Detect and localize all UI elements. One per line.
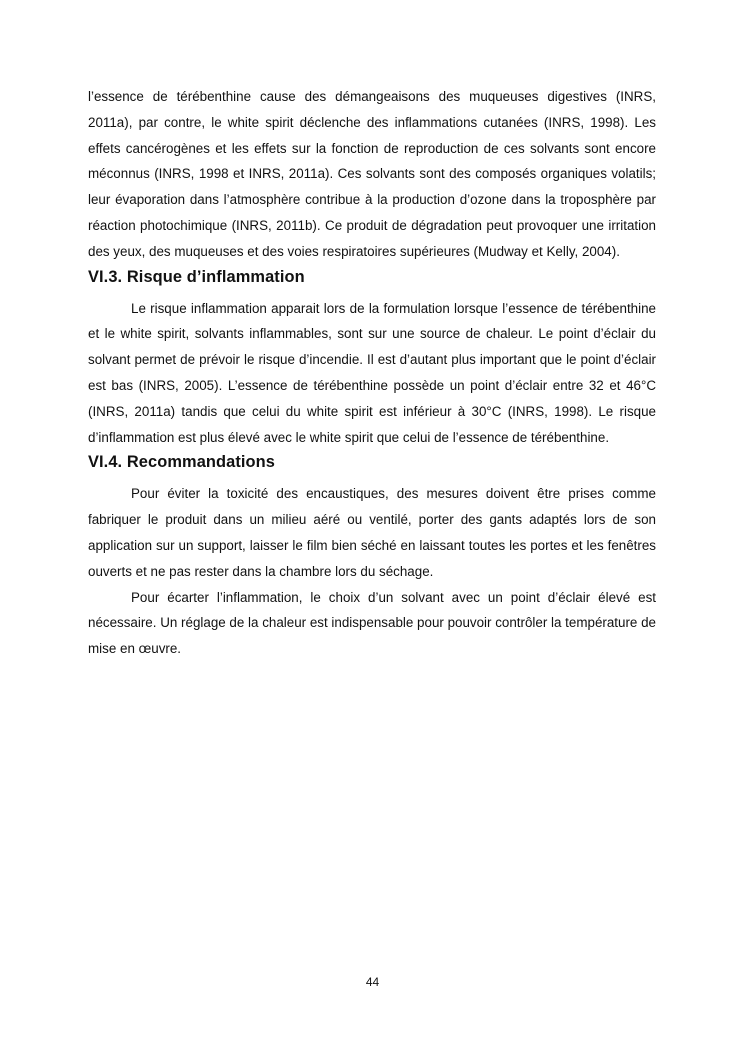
paragraph-risque-inflammation: Le risque inflammation apparait lors de la formulation lorsque l’essence de térébenthine et le white spirit, solvants inflammables, sont sur une source de chaleur. Le point d’éclair du solvant permet de prévoir le risque d’incendie. Il est d’autant plus important que le point d’éclair est bas (INRS, 2005). L’essence de térébenthine possède un point d’éclair entre 32 et 46°C (INRS, 2011a) tandis que celui du white spirit est inférieur à 30°C (INRS, 1998). Le risque d’inflammation est plus élevé avec le white spirit que celui de l’essence de térébenthine.: [88, 300, 656, 445]
section-heading-risque-inflammation: VI.3. Risque d’inflammation: [88, 267, 305, 286]
paragraph-recommandations-inflammation: Pour écarter l’inflammation, le choix d’un solvant avec un point d’éclair élevé est nécessaire. Un réglage de la chaleur est indispensable pour pouvoir contrôler la température de mise en œuvre.: [88, 589, 656, 657]
paragraph-recommandations-toxicite: Pour éviter la toxicité des encaustiques, des mesures doivent être prises comme fabriquer le produit dans un milieu aéré ou ventilé, porter des gants adaptés lors de son application sur un support, laisser le film bien séché en laissant toutes les portes et les fenêtres ouverts et ne pas rester dans la chambre lors du séchage.: [88, 486, 656, 579]
page-content: [88, 84, 656, 662]
section-heading-recommandations: VI.4. Recommandations: [88, 453, 275, 472]
page-number: 44: [365, 975, 380, 989]
paragraph-continuation: l’essence de térébenthine cause des démangeaisons des muqueuses digestives (INRS, 2011a), par contre, le white spirit déclenche des inflammations cutanées (INRS, 1998). Les effets cancérogènes et les effets sur la fonction de reproduction de ces solvants sont encore méconnus (INRS, 1998 et INRS, 2011a). Ces solvants sont des composés organiques volatils; leur évaporation dans l’atmosphère contribue à la production d’ozone dans la troposphère par réaction photochimique (INRS, 2011b). Ce produit de dégradation peut provoquer une irritation des yeux, des muqueuses et des voies respiratoires supérieures (Mudway et Kelly, 2004).: [88, 89, 656, 259]
